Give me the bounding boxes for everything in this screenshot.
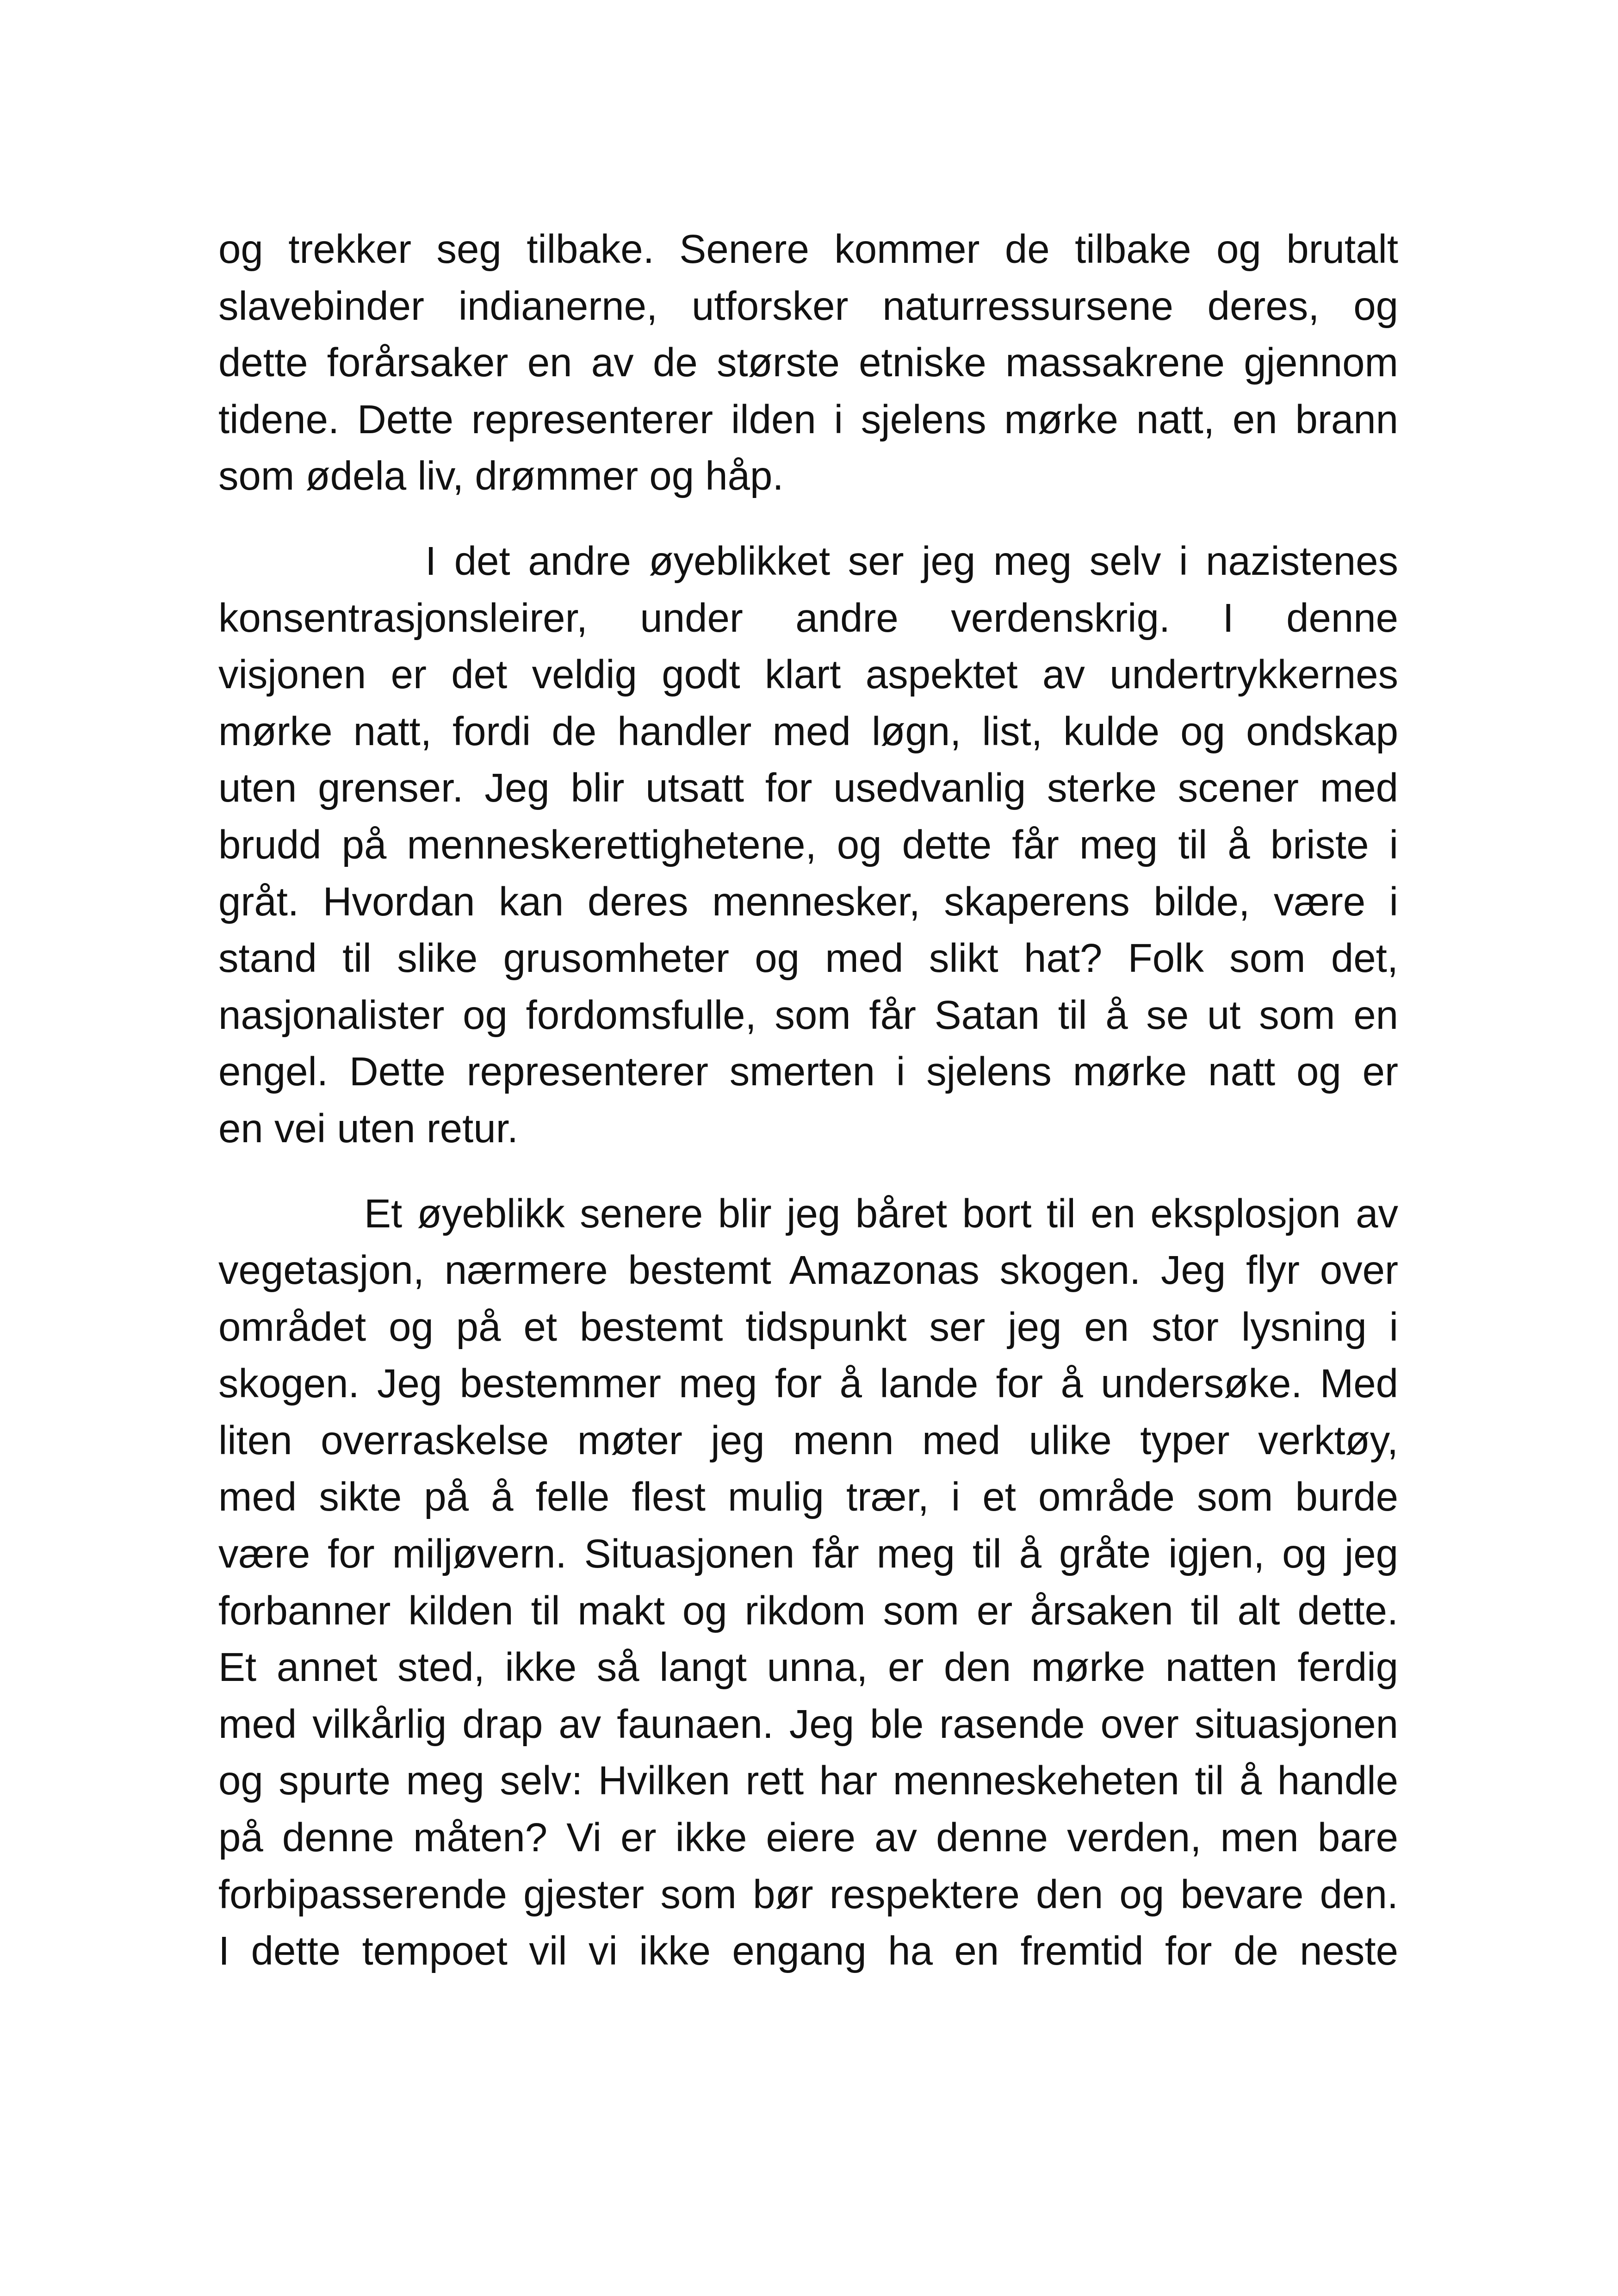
text-line: Et annet sted, ikke så langt unna, er den mørke natten ferdig (218, 1645, 1398, 1690)
text-line: slavebinder indianerne, utforsker naturressursene deres, og (218, 283, 1398, 329)
text-line: dette forårsaker en av de største etniske massakrene gjennom (218, 340, 1398, 386)
text-line: være for miljøvern. Situasjonen får meg til å gråte igjen, og jeg (218, 1531, 1398, 1577)
text-line: tidene. Dette representerer ilden i sjelens mørke natt, en brann (218, 397, 1398, 442)
text-line: nasjonalister og fordomsfulle, som får Satan til å se ut som en (218, 992, 1398, 1038)
text-line: stand til slike grusomheter og med slikt hat? Folk som det, (218, 936, 1398, 981)
text-line: mørke natt, fordi de handler med løgn, list, kulde og ondskap (218, 709, 1398, 754)
text-line: liten overraskelse møter jeg menn med ulike typer verktøy, (218, 1418, 1398, 1463)
text-line: konsentrasjonsleirer, under andre verdenskrig. I denne (218, 595, 1398, 641)
text-line: vegetasjon, nærmere bestemt Amazonas skogen. Jeg flyr over (218, 1248, 1398, 1293)
text-line: gråt. Hvordan kan deres mennesker, skaperens bilde, være i (218, 879, 1398, 924)
text-line: forbipasserende gjester som bør respektere den og bevare den. (218, 1872, 1398, 1917)
paragraph-1 (218, 221, 1398, 505)
text-line: brudd på menneskerettighetene, og dette får meg til å briste i (218, 822, 1398, 867)
text-line: som ødela liv, drømmer og håp. (218, 454, 784, 499)
text-line: skogen. Jeg bestemmer meg for å lande for å undersøke. Med (218, 1361, 1398, 1406)
text-line: på denne måten? Vi er ikke eiere av denne verden, men bare (218, 1815, 1398, 1860)
text-line: I det andre øyeblikket ser jeg meg selv i nazistenes (425, 538, 1398, 584)
text-line: uten grenser. Jeg blir utsatt for usedvanlig sterke scener med (218, 765, 1398, 811)
text-line: forbanner kilden til makt og rikdom som er årsaken til alt dette. (218, 1588, 1398, 1633)
text-line: og trekker seg tilbake. Senere kommer de tilbake og brutalt (218, 227, 1398, 272)
text-line: med vilkårlig drap av faunaen. Jeg ble rasende over situasjonen (218, 1701, 1398, 1747)
text-line: I dette tempoet vil vi ikke engang ha en fremtid for de neste (218, 1929, 1398, 1974)
text-line: en vei uten retur. (218, 1106, 519, 1151)
paragraph-3 (218, 1186, 1398, 1980)
text-line: området og på et bestemt tidspunkt ser jeg en stor lysning i (218, 1304, 1398, 1350)
body-text (218, 221, 1398, 1980)
text-line: med sikte på å felle flest mulig trær, i et område som burde (218, 1475, 1398, 1520)
text-line: og spurte meg selv: Hvilken rett har menneskeheten til å handle (218, 1758, 1398, 1804)
text-line: visjonen er det veldig godt klart aspektet av undertrykkernes (218, 652, 1398, 697)
paragraph-2 (218, 533, 1398, 1157)
text-line: engel. Dette representerer smerten i sjelens mørke natt og er (218, 1049, 1398, 1095)
text-line: Et øyeblikk senere blir jeg båret bort til en eksplosjon av (364, 1191, 1398, 1236)
